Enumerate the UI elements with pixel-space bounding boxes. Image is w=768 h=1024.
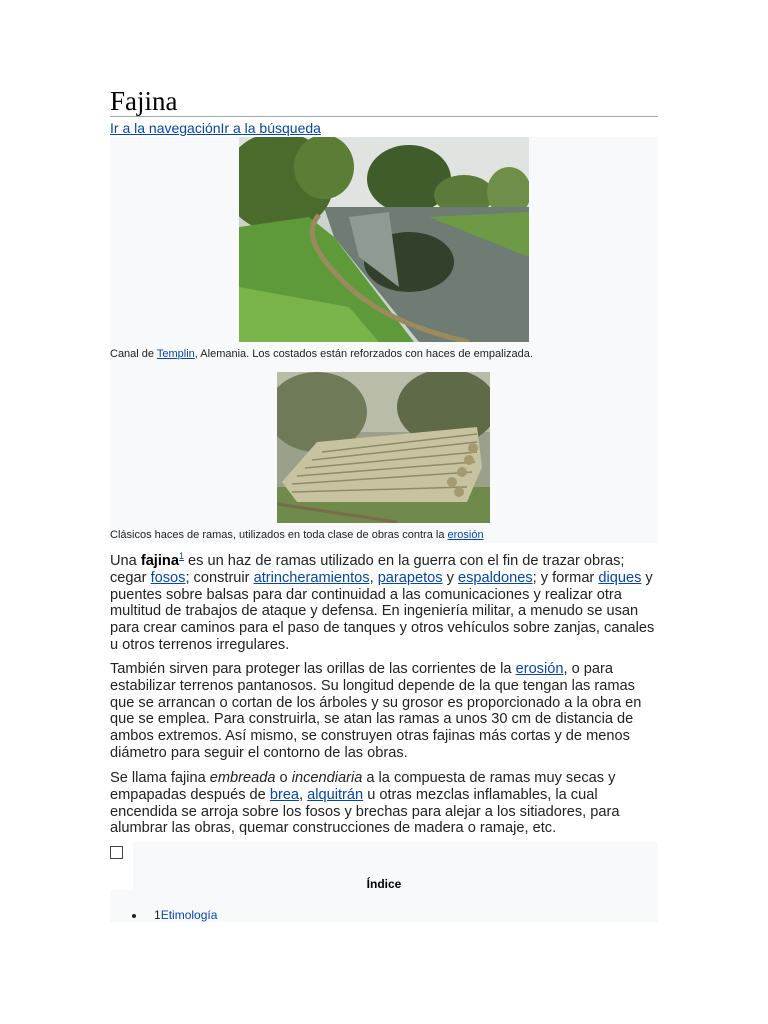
page-title: Fajina [110,86,178,116]
caption-text: Canal de [110,348,157,360]
toc-item[interactable] [132,908,217,922]
paragraph-1: Una fajina$^1$ es un haz de ramas utilizado en la guerra con el fin de trazar obras; cegar fosos; construir atrincheramientos, parapetos y espaldones; y formar diques y puentes sobre balsas para dar continuidad a las comunicaciones y realizar otra multitud de trabajos de ataque y defensa. En ingeniería militar, a menudo se usan para crear caminos para el paso de tanques y otros vehículos sobre zanjas, canales u otros terrenos irregulares. [110,551,655,653]
title-divider [110,116,658,117]
toc-title: Índice [366,877,402,891]
figure-caption [110,348,533,360]
erosion-link[interactable]: erosión [515,661,564,677]
erosion-link[interactable]: erosión [447,529,484,541]
caption-text: , Alemania. Los costados están reforzados con haces de empalizada. [194,348,533,360]
reference-1-link[interactable]: 1 [178,551,184,562]
canal-image[interactable] [239,137,529,342]
toc-item-number: 1 [154,908,161,922]
toc-toggle-checkbox[interactable] [110,846,123,859]
table-of-contents [110,842,658,922]
fascine-bundles-image[interactable] [277,372,490,523]
jump-to-navigation-link[interactable]: Ir a la navegación [110,120,221,136]
figure-caption [110,529,484,541]
jump-links [110,120,321,137]
brea-link[interactable]: brea [269,786,300,803]
figure-fascines [110,367,658,543]
templin-link[interactable]: Templin [156,348,195,360]
toc-item-link[interactable]: Etimología [160,908,218,922]
parapetos-link[interactable]: parapetos [377,569,443,586]
atrincheramientos-link[interactable]: atrincheramientos [253,569,370,586]
diques-link[interactable]: diques [598,569,642,586]
paragraph-3: Se llama fajina embreada o incendiaria a la compuesta de ramas muy secas y empapadas después de brea, alquitrán u otras mezclas inflamables, la cual encendida se arroja sobre los fosos y brechas para alejar a los sitiadores, para alumbrar las obras, quemar construcciones de madera o ramaje, etc. [110,770,620,837]
espaldones-link[interactable]: espaldones [458,569,533,586]
paragraph-2: También sirven para proteger las orillas de las corrientes de la erosión, o para estabilizar terrenos pantanosos. Su longitud depende de la que tengan las ramas que se arrancan o cortan de los árboles y su grosor es proporcionado a la obra en que se emplea. Para construirla, se atan las ramas a unos 30 cm de distancia de ambos extremos. Así mismo, se construyen otras fajinas más cortas y de menos diámetro para seguir el contorno de las obras. [110,661,642,761]
alquitran-link[interactable]: alquitrán [307,786,364,803]
caption-text: Clásicos haces de ramas, utilizados en toda clase de obras contra la [110,529,448,541]
fosos-link[interactable]: fosos [150,569,186,586]
figure-canal [110,137,658,367]
bullet-icon [132,914,136,918]
jump-to-search-link[interactable]: Ir a la búsqueda [220,120,321,136]
term-fajina: fajina [140,553,179,569]
